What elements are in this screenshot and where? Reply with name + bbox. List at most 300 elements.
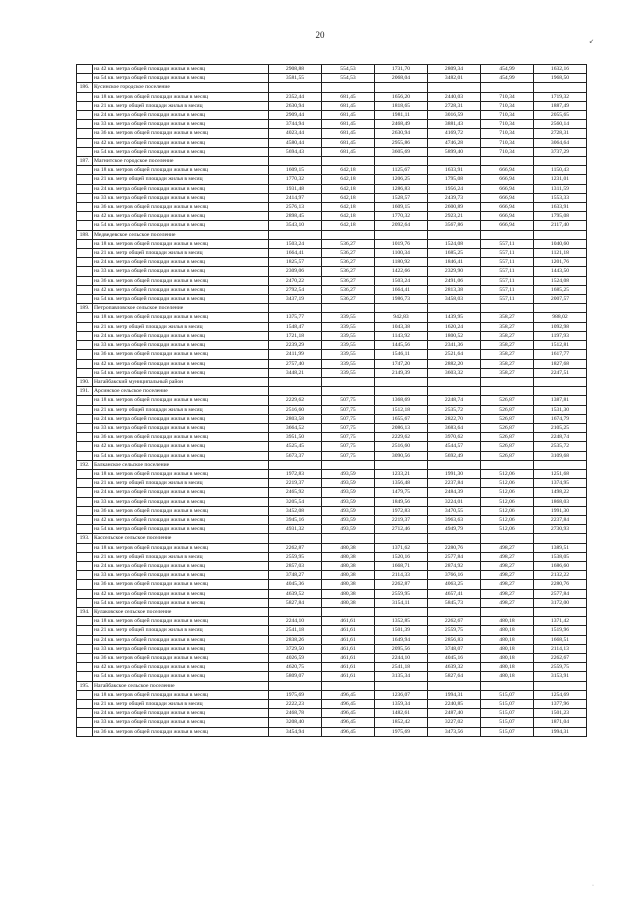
section-number: 193. — [77, 534, 93, 543]
value-cell: 2329,90 — [428, 267, 481, 276]
index-cell — [77, 267, 93, 276]
index-cell — [77, 497, 93, 506]
empty-cell — [481, 230, 534, 239]
value-cell: 642,18 — [322, 193, 375, 202]
value-cell: 557,11 — [481, 239, 534, 248]
value-cell: 3737,29 — [534, 147, 587, 156]
value-cell: 358,27 — [481, 313, 534, 322]
value-cell: 1991,30 — [428, 469, 481, 478]
row-description: на 24 кв. метра общей площади жилья в месяц — [93, 258, 269, 267]
empty-cell — [269, 534, 322, 543]
index-cell — [77, 718, 93, 727]
value-cell: 2516,60 — [269, 405, 322, 414]
value-cell: 4746,28 — [428, 138, 481, 147]
row-description: на 42 кв. метра общей площади жилья в месяц — [93, 138, 269, 147]
value-cell: 3970,62 — [428, 433, 481, 442]
row-description: на 42 кв. метра общей площади жилья в месяц — [93, 515, 269, 524]
row-description: на 33 кв. метра общей площади жилья в месяц — [93, 120, 269, 129]
value-cell: 1501,39 — [375, 626, 428, 635]
empty-cell — [322, 607, 375, 616]
row-description: на 33 кв. метра общей площади жилья в месяц — [93, 497, 269, 506]
table-row — [77, 239, 587, 248]
value-cell: 480,38 — [322, 561, 375, 570]
section-title: Нагайбакский муниципальный район — [93, 377, 269, 386]
value-cell: 2229,62 — [269, 396, 322, 405]
table-row — [77, 147, 587, 156]
value-cell: 2414,97 — [269, 193, 322, 202]
value-cell: 2244,10 — [269, 617, 322, 626]
empty-cell — [428, 377, 481, 386]
value-cell: 3729,50 — [269, 644, 322, 653]
value-cell: 1685,25 — [534, 285, 587, 294]
value-cell: 1371,42 — [534, 617, 587, 626]
index-cell — [77, 331, 93, 340]
value-cell: 1375,77 — [269, 313, 322, 322]
empty-cell — [534, 387, 587, 396]
empty-cell — [481, 304, 534, 313]
value-cell: 3945,16 — [269, 515, 322, 524]
value-cell: 507,75 — [322, 442, 375, 451]
value-cell: 710,34 — [481, 129, 534, 138]
table-row — [77, 515, 587, 524]
table-row — [77, 709, 587, 718]
value-cell: 496,45 — [322, 690, 375, 699]
index-cell — [77, 469, 93, 478]
value-cell: 710,34 — [481, 92, 534, 101]
section-header-row — [77, 83, 587, 92]
value-cell: 1439,95 — [428, 313, 481, 322]
value-cell: 1197,93 — [534, 331, 587, 340]
section-number: 187. — [77, 157, 93, 166]
index-cell — [77, 423, 93, 432]
value-cell: 498,27 — [481, 580, 534, 589]
index-cell — [77, 138, 93, 147]
table-row — [77, 212, 587, 221]
value-cell: 1143,92 — [375, 331, 428, 340]
empty-cell — [481, 681, 534, 690]
value-cell: 3951,50 — [269, 433, 322, 442]
table-row — [77, 589, 587, 598]
value-cell: 642,18 — [322, 212, 375, 221]
value-cell: 3881,43 — [428, 120, 481, 129]
row-description: на 21 кв. метр общей площади жилья в месяц — [93, 322, 269, 331]
value-cell: 526,87 — [481, 423, 534, 432]
index-cell — [77, 111, 93, 120]
value-cell: 1352,85 — [375, 617, 428, 626]
value-cell: 2516,60 — [375, 442, 428, 451]
value-cell: 3208,40 — [269, 718, 322, 727]
section-title: Арсинское сельское поселение — [93, 387, 269, 396]
value-cell: 461,61 — [322, 654, 375, 663]
value-cell: 642,18 — [322, 221, 375, 230]
row-description: на 42 кв. метра общей площади жилья в месяц — [93, 442, 269, 451]
value-cell: 512,06 — [481, 515, 534, 524]
table-row — [77, 451, 587, 460]
row-description: на 42 кв. метра общей площади жилья в месяц — [93, 359, 269, 368]
row-description: на 36 кв. метров общей площади жилья в месяц — [93, 506, 269, 515]
index-cell — [77, 350, 93, 359]
empty-cell — [322, 377, 375, 386]
value-cell: 493,59 — [322, 469, 375, 478]
value-cell: 3227,02 — [428, 718, 481, 727]
row-description: на 24 кв. метра общей площади жилья в месяц — [93, 331, 269, 340]
value-cell: 1818,65 — [375, 101, 428, 110]
table-row — [77, 120, 587, 129]
value-cell: 3744,94 — [269, 120, 322, 129]
section-header-row — [77, 607, 587, 616]
value-cell: 1994,31 — [428, 690, 481, 699]
table-row — [77, 598, 587, 607]
section-header-row — [77, 681, 587, 690]
value-cell: 498,27 — [481, 543, 534, 552]
value-cell: 1251,68 — [534, 469, 587, 478]
value-cell: 2468,78 — [269, 709, 322, 718]
table-row — [77, 718, 587, 727]
index-cell — [77, 506, 93, 515]
value-cell: 3153,91 — [534, 672, 587, 681]
empty-cell — [375, 377, 428, 386]
index-cell — [77, 92, 93, 101]
section-title: Нагайбакское сельское поселение — [93, 681, 269, 690]
value-cell: 2898,45 — [269, 212, 322, 221]
row-description: на 24 кв. метра общей площади жилья в месяц — [93, 561, 269, 570]
value-cell: 3154,11 — [375, 598, 428, 607]
value-cell: 1633,91 — [534, 203, 587, 212]
value-cell: 536,27 — [322, 295, 375, 304]
index-cell — [77, 276, 93, 285]
index-cell — [77, 212, 93, 221]
value-cell: 1668,71 — [375, 561, 428, 570]
value-cell: 1311,59 — [534, 184, 587, 193]
index-cell — [77, 120, 93, 129]
table-row — [77, 617, 587, 626]
row-description: на 24 кв. метра общей площади жилья в месяц — [93, 111, 269, 120]
empty-cell — [322, 230, 375, 239]
value-cell: 3109,68 — [534, 451, 587, 460]
index-cell — [77, 322, 93, 331]
value-cell: 2491,06 — [428, 276, 481, 285]
value-cell: 1795,08 — [428, 175, 481, 184]
value-cell: 2239,29 — [269, 341, 322, 350]
section-number: 194. — [77, 607, 93, 616]
empty-cell — [269, 157, 322, 166]
index-cell — [77, 571, 93, 580]
value-cell: 2559,75 — [428, 626, 481, 635]
value-cell: 1721,18 — [269, 331, 322, 340]
value-cell: 496,45 — [322, 718, 375, 727]
value-cell: 2856,83 — [428, 635, 481, 644]
row-description: на 54 кв. метра общей площади жилья в месяц — [93, 451, 269, 460]
value-cell: 536,27 — [322, 249, 375, 258]
index-cell — [77, 561, 93, 570]
value-cell: 339,55 — [322, 322, 375, 331]
value-cell: 454,99 — [481, 74, 534, 83]
value-cell: 2728,31 — [428, 101, 481, 110]
value-cell: 4023,44 — [269, 129, 322, 138]
section-title: Магнитское городское поселение — [93, 157, 269, 166]
value-cell: 2280,76 — [534, 580, 587, 589]
row-description: на 18 кв. метров общей площади жилья в месяц — [93, 313, 269, 322]
value-cell: 2955,86 — [375, 138, 428, 147]
empty-cell — [481, 387, 534, 396]
value-cell: 4544,57 — [428, 442, 481, 451]
scan-mark: · — [592, 883, 594, 889]
row-description: на 36 кв. метров общей площади жилья в месяц — [93, 433, 269, 442]
value-cell: 666,94 — [481, 212, 534, 221]
value-cell: 536,27 — [322, 267, 375, 276]
value-cell: 536,27 — [322, 285, 375, 294]
value-cell: 1887,49 — [534, 101, 587, 110]
empty-cell — [428, 387, 481, 396]
value-cell: 512,06 — [481, 497, 534, 506]
value-cell: 3205,54 — [269, 497, 322, 506]
table-row — [77, 506, 587, 515]
value-cell: 4657,41 — [428, 589, 481, 598]
value-cell: 3603,32 — [428, 368, 481, 377]
value-cell: 666,94 — [481, 221, 534, 230]
value-cell: 526,87 — [481, 396, 534, 405]
value-cell: 2132,22 — [534, 571, 587, 580]
value-cell: 498,27 — [481, 571, 534, 580]
table-row — [77, 101, 587, 110]
value-cell: 1825,57 — [269, 258, 322, 267]
value-cell: 1871,04 — [534, 718, 587, 727]
index-cell — [77, 442, 93, 451]
value-cell: 1374,95 — [534, 479, 587, 488]
row-description: на 33 кв. метра общей площади жилья в месяц — [93, 644, 269, 653]
row-description: на 42 кв. метра общей площади жилья в месяц — [93, 589, 269, 598]
value-cell: 1233,21 — [375, 469, 428, 478]
value-cell: 2576,13 — [269, 203, 322, 212]
table-row — [77, 138, 587, 147]
row-description: на 33 кв. метра общей площади жилья в месяц — [93, 341, 269, 350]
table-row — [77, 479, 587, 488]
index-cell — [77, 258, 93, 267]
value-cell: 2309,06 — [269, 267, 322, 276]
value-cell: 2240,85 — [428, 700, 481, 709]
value-cell: 1975,69 — [375, 727, 428, 736]
index-cell — [77, 727, 93, 736]
value-cell: 2237,84 — [534, 515, 587, 524]
empty-cell — [534, 230, 587, 239]
value-cell: 2813,38 — [428, 285, 481, 294]
value-cell: 1092,98 — [534, 322, 587, 331]
table-row — [77, 350, 587, 359]
index-cell — [77, 203, 93, 212]
value-cell: 2465,92 — [269, 488, 322, 497]
empty-cell — [481, 607, 534, 616]
value-cell: 3748,07 — [428, 644, 481, 653]
row-description: на 42 кв. метра общей площади жилья в месяц — [93, 663, 269, 672]
value-cell: 1846,41 — [428, 258, 481, 267]
value-cell: 3470,55 — [428, 506, 481, 515]
empty-cell — [534, 534, 587, 543]
value-cell: 1520,16 — [375, 552, 428, 561]
empty-cell — [428, 460, 481, 469]
value-cell: 2470,22 — [269, 276, 322, 285]
value-cell: 480,38 — [322, 543, 375, 552]
table-row — [77, 368, 587, 377]
value-cell: 942,83 — [375, 313, 428, 322]
value-cell: 1445,56 — [375, 341, 428, 350]
value-cell: 710,34 — [481, 111, 534, 120]
empty-cell — [269, 681, 322, 690]
value-cell: 2068,04 — [375, 74, 428, 83]
value-cell: 480,38 — [322, 571, 375, 580]
value-cell: 461,61 — [322, 672, 375, 681]
index-cell — [77, 74, 93, 83]
tariff-table — [76, 64, 587, 737]
row-description: на 36 кв. метров общей площади жилья в месяц — [93, 580, 269, 589]
row-description: на 18 кв. метров общей площади жилья в месяц — [93, 469, 269, 478]
value-cell: 515,07 — [481, 690, 534, 699]
value-cell: 1206,25 — [375, 175, 428, 184]
table-row — [77, 433, 587, 442]
section-number: 191. — [77, 387, 93, 396]
index-cell — [77, 313, 93, 322]
index-cell — [77, 221, 93, 230]
value-cell: 2219,37 — [269, 479, 322, 488]
value-cell: 1632,16 — [534, 65, 587, 74]
value-cell: 2908,88 — [269, 65, 322, 74]
index-cell — [77, 65, 93, 74]
value-cell: 1503,24 — [375, 276, 428, 285]
value-cell: 1664,41 — [269, 249, 322, 258]
value-cell: 1731,70 — [375, 65, 428, 74]
value-cell: 4525,45 — [269, 442, 322, 451]
value-cell: 2237,84 — [428, 479, 481, 488]
section-title: Петропавловское сельское поселение — [93, 304, 269, 313]
table-row — [77, 276, 587, 285]
value-cell: 3543,10 — [269, 221, 322, 230]
value-cell: 498,27 — [481, 598, 534, 607]
value-cell: 2909,44 — [269, 111, 322, 120]
value-cell: 4169,72 — [428, 129, 481, 138]
value-cell: 339,55 — [322, 359, 375, 368]
row-description: на 24 кв. метра общей площади жилья в месяц — [93, 414, 269, 423]
index-cell — [77, 654, 93, 663]
value-cell: 512,06 — [481, 488, 534, 497]
value-cell: 5827,64 — [428, 672, 481, 681]
value-cell: 1981,11 — [375, 111, 428, 120]
empty-cell — [534, 377, 587, 386]
row-description: на 33 кв. метра общей площади жилья в месяц — [93, 193, 269, 202]
row-description: на 33 кв. метра общей площади жилья в месяц — [93, 571, 269, 580]
value-cell: 1479,75 — [375, 488, 428, 497]
table-row — [77, 423, 587, 432]
table-row — [77, 322, 587, 331]
index-cell — [77, 663, 93, 672]
section-number: 192. — [77, 460, 93, 469]
empty-cell — [428, 230, 481, 239]
empty-cell — [428, 607, 481, 616]
empty-cell — [481, 157, 534, 166]
value-cell: 1359,34 — [375, 700, 428, 709]
section-title: Балканское сельское поселение — [93, 460, 269, 469]
value-cell: 1649,94 — [375, 635, 428, 644]
value-cell: 496,45 — [322, 709, 375, 718]
value-cell: 2712,46 — [375, 525, 428, 534]
table-row — [77, 488, 587, 497]
value-cell: 5845,73 — [428, 598, 481, 607]
table-row — [77, 129, 587, 138]
value-cell: 681,45 — [322, 138, 375, 147]
index-cell — [77, 359, 93, 368]
empty-cell — [269, 460, 322, 469]
value-cell: 512,06 — [481, 525, 534, 534]
row-description: на 21 кв. метр общей площади жилья в месяц — [93, 101, 269, 110]
value-cell: 4949,79 — [428, 525, 481, 534]
empty-cell — [322, 534, 375, 543]
value-cell: 1528,57 — [375, 193, 428, 202]
value-cell: 1795,08 — [534, 212, 587, 221]
table-row — [77, 285, 587, 294]
row-description: на 21 кв. метр общей площади жилья в месяц — [93, 626, 269, 635]
value-cell: 1519,96 — [534, 626, 587, 635]
index-cell — [77, 598, 93, 607]
value-cell: 2882,20 — [428, 359, 481, 368]
value-cell: 1512,81 — [534, 341, 587, 350]
index-cell — [77, 700, 93, 709]
value-cell: 493,59 — [322, 488, 375, 497]
value-cell: 480,38 — [322, 598, 375, 607]
value-cell: 4063,25 — [428, 580, 481, 589]
value-cell: 1656,20 — [375, 92, 428, 101]
value-cell: 2262,87 — [269, 543, 322, 552]
value-cell: 358,27 — [481, 331, 534, 340]
empty-cell — [375, 460, 428, 469]
index-cell — [77, 617, 93, 626]
value-cell: 1524,08 — [534, 276, 587, 285]
value-cell: 2219,37 — [375, 515, 428, 524]
value-cell: 358,27 — [481, 359, 534, 368]
value-cell: 3473,56 — [428, 727, 481, 736]
row-description: на 36 кв. метров общей площади жилья в месяц — [93, 129, 269, 138]
value-cell: 515,07 — [481, 700, 534, 709]
value-cell: 2521,64 — [428, 350, 481, 359]
value-cell: 4620,75 — [269, 663, 322, 672]
value-cell: 339,55 — [322, 341, 375, 350]
table-row — [77, 74, 587, 83]
index-cell — [77, 166, 93, 175]
empty-cell — [375, 387, 428, 396]
value-cell: 4026,59 — [269, 654, 322, 663]
value-cell: 3963,63 — [428, 515, 481, 524]
value-cell: 1609,15 — [269, 166, 322, 175]
value-cell: 1719,32 — [534, 92, 587, 101]
section-header-row — [77, 230, 587, 239]
value-cell: 2535,72 — [428, 405, 481, 414]
value-cell: 2092,64 — [375, 221, 428, 230]
index-cell — [77, 515, 93, 524]
value-cell: 1043,38 — [375, 322, 428, 331]
row-description: на 24 кв. метра общей площади жилья в месяц — [93, 709, 269, 718]
value-cell: 493,59 — [322, 497, 375, 506]
index-cell — [77, 672, 93, 681]
value-cell: 1686,60 — [534, 561, 587, 570]
value-cell: 1617,77 — [534, 350, 587, 359]
value-cell: 4639,52 — [269, 589, 322, 598]
empty-cell — [375, 534, 428, 543]
value-cell: 681,45 — [322, 120, 375, 129]
value-cell: 480,18 — [481, 644, 534, 653]
row-description: на 18 кв. метров общей площади жилья в месяц — [93, 92, 269, 101]
index-cell — [77, 479, 93, 488]
value-cell: 1377,96 — [534, 700, 587, 709]
table-row — [77, 700, 587, 709]
table-row — [77, 249, 587, 258]
empty-cell — [269, 304, 322, 313]
